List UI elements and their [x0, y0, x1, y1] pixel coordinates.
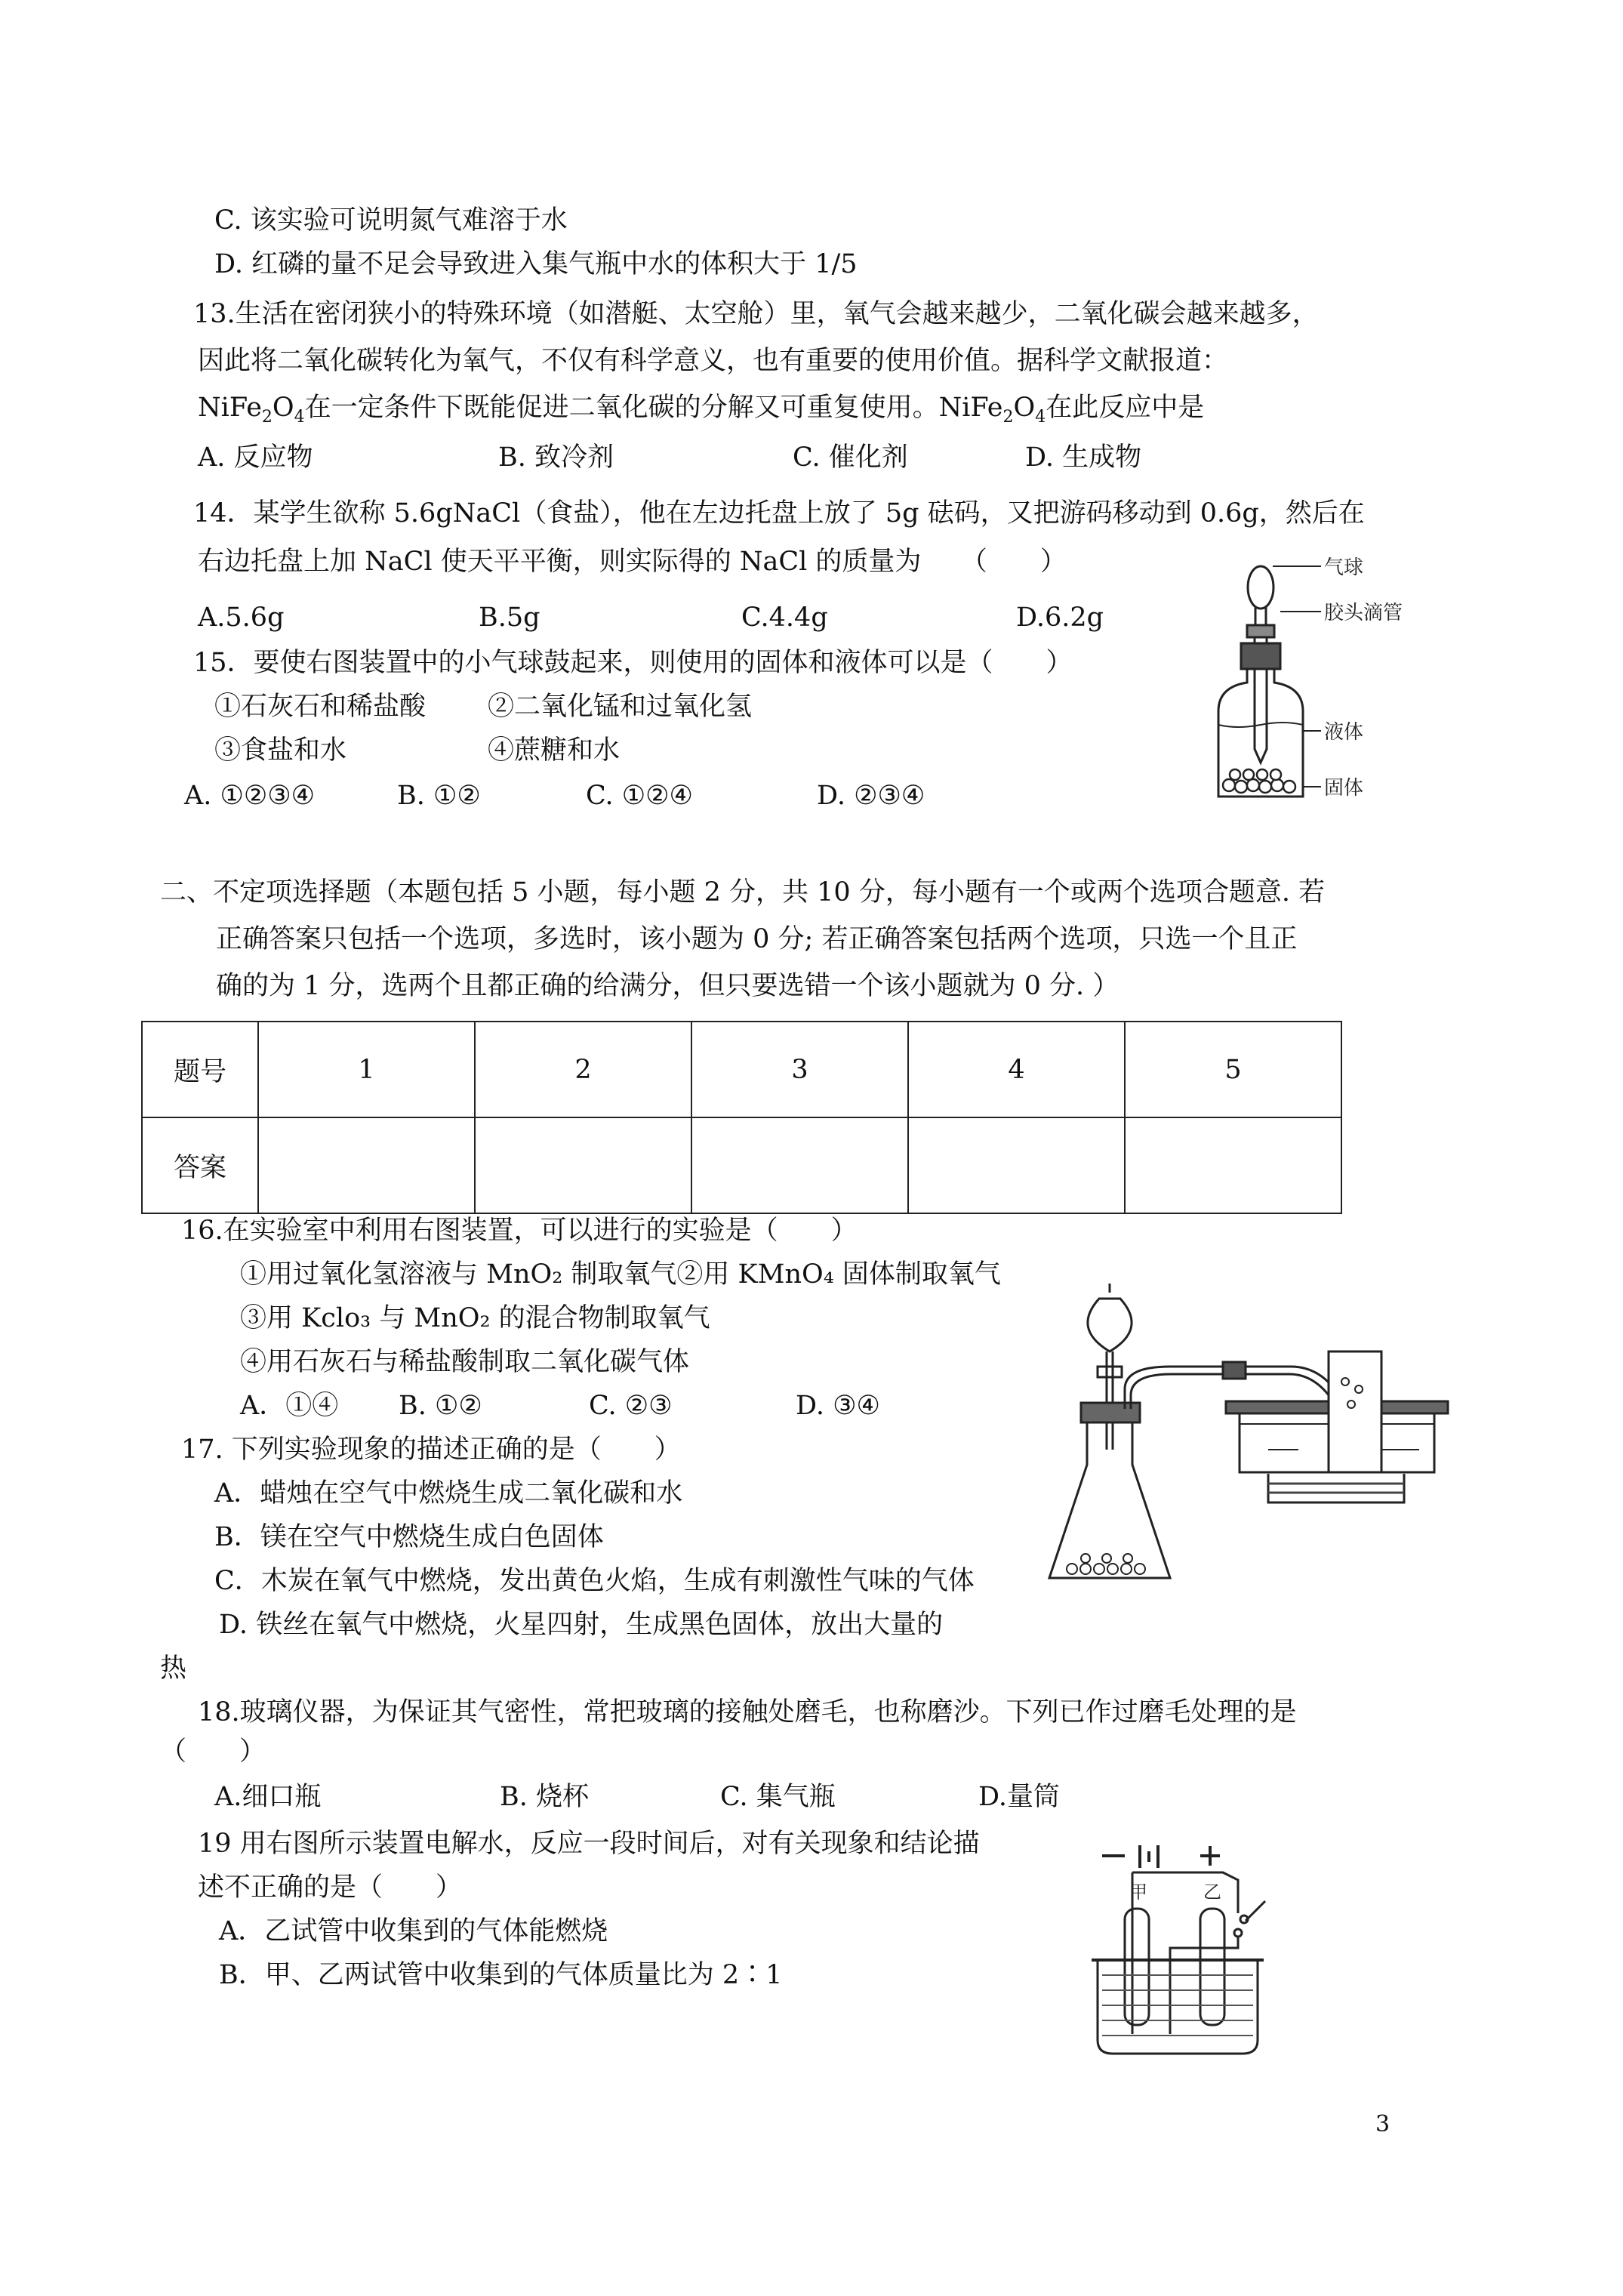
question-number-cell: 5 [1125, 1022, 1341, 1117]
question-number-cell: 1 [258, 1022, 475, 1117]
row-label-number: 题号 [142, 1022, 258, 1117]
q15-option-c: C. ①②④ [586, 781, 693, 811]
section2-line1: 二、不定项选择题（本题包括 5 小题，每小题 2 分，共 10 分，每小题有一个或两个选项合题意. 若 [160, 877, 1326, 908]
q18-options [214, 1780, 1060, 1814]
q12-option-c: C. 该实验可说明氮气难溶于水 [214, 205, 568, 236]
q13-options [198, 441, 1141, 474]
q14-stem-line2: 右边托盘上加 NaCl 使天平平衡，则实际得的 NaCl 的质量为 （ ） [198, 547, 1067, 577]
q15-stem: 15．要使右图装置中的小气球鼓起来，则使用的固体和液体可以是（ ） [193, 648, 1073, 678]
question-number-cell: 3 [691, 1022, 908, 1117]
q16-option-b: B. ①② [399, 1391, 482, 1421]
q14-option-c: C.4.4g [741, 603, 828, 633]
q15-choice-3: ③食盐和水 [214, 735, 347, 766]
label-solid: 固体 [1324, 777, 1364, 800]
answer-table-row [142, 1022, 1341, 1117]
q15-option-b: B. ①② [397, 781, 481, 811]
balloon-shape [1248, 566, 1273, 609]
q15-choice-2: ②二氧化锰和过氧化氢 [488, 692, 753, 722]
q14-option-b: B.5g [479, 603, 540, 633]
q17-option-d-cont: 热 [160, 1653, 187, 1684]
label-balloon: 气球 [1324, 556, 1364, 579]
q16-option-d: D. ③④ [796, 1391, 880, 1421]
q15-choice-1: ①石灰石和稀盐酸 [214, 692, 427, 722]
q15-choice-4: ④蔗糖和水 [488, 735, 621, 766]
q15-option-a: A. ①②③④ [184, 781, 316, 811]
q16-option-a: A．①④ [240, 1391, 339, 1421]
q18-stem-line2: （ ） [160, 1737, 266, 1767]
q18-option-a: A.细口瓶 [214, 1782, 322, 1812]
answer-cell[interactable] [475, 1117, 691, 1213]
q16-stem: 16.在实验室中利用右图装置，可以进行的实验是（ ） [181, 1216, 858, 1246]
q16-choice-line3: ④用石灰石与稀盐酸制取二氧化碳气体 [240, 1347, 690, 1377]
q14-options [198, 601, 1104, 634]
row-label-answer: 答案 [142, 1117, 258, 1213]
answer-table-row [142, 1117, 1341, 1213]
answer-table [141, 1021, 1342, 1214]
q14-option-a: A.5.6g [198, 603, 285, 633]
q18-option-b: B. 烧杯 [500, 1782, 589, 1812]
q17-option-c: C．木炭在氧气中燃烧，发出黄色火焰，生成有刺激性气味的气体 [214, 1566, 975, 1596]
label-dropper: 胶头滴管 [1324, 602, 1403, 624]
q15-options [184, 779, 925, 812]
q18-option-d: D.量筒 [978, 1782, 1060, 1812]
label-liquid: 液体 [1324, 721, 1364, 744]
q18-stem-line1: 18.玻璃仪器，为保证其气密性，常把玻璃的接触处磨毛，也称磨沙。下列已作过磨毛处理的是 [198, 1697, 1297, 1727]
q15-option-d: D. ②③④ [817, 781, 925, 811]
label-tube-yi: 乙 [1203, 1881, 1221, 1903]
balloon-dropper-bottle-figure [1208, 544, 1434, 815]
q13-option-b: B. 致冷剂 [498, 442, 614, 473]
q19-stem-line2: 述不正确的是（ ） [198, 1872, 463, 1903]
q19-option-a: A．乙试管中收集到的气体能燃烧 [219, 1916, 608, 1946]
section2-line2: 正确答案只包括一个选项，多选时，该小题为 0 分; 若正确答案包括两个选项，只选一个且正 [216, 924, 1298, 954]
q16-choice-line2: ③用 Kclo₃ 与 MnO₂ 的混合物制取氧气 [240, 1303, 710, 1333]
q19-stem-line1: 19 用右图所示装置电解水，反应一段时间后，对有关现象和结论描 [198, 1829, 980, 1859]
gas-generation-apparatus-figure [1042, 1276, 1449, 1608]
answer-cell[interactable] [691, 1117, 908, 1213]
answer-cell[interactable] [258, 1117, 475, 1213]
q17-stem: 17. 下列实验现象的描述正确的是（ ） [181, 1435, 681, 1465]
q13-stem-line2: 因此将二氧化碳转化为氧气，不仅有科学意义，也有重要的使用价值。据科学文献报道： [198, 346, 1229, 376]
q17-option-d: D. 铁丝在氧气中燃烧，火星四射，生成黑色固体，放出大量的 [219, 1610, 944, 1640]
q13-stem-line3: $NiFe_2O_4$在一定条件下既能促进二氧化碳的分解又可重复使用。$NiFe_2O_4$在此反应中是 [198, 393, 1205, 427]
answer-cell[interactable] [1125, 1117, 1341, 1213]
q12-option-d: D. 红磷的量不足会导致进入集气瓶中水的体积大于 1/5 [214, 249, 858, 279]
section2-line3: 确的为 1 分，选两个且都正确的给满分，但只要选错一个该小题就为 0 分. ） [216, 971, 1119, 1001]
q17-option-b: B．镁在空气中燃烧生成白色固体 [214, 1522, 604, 1552]
question-number-cell: 2 [475, 1022, 691, 1117]
q13-option-c: C. 催化剂 [793, 442, 908, 473]
q14-stem-line1: 14．某学生欲称 5.6gNaCl（食盐），他在左边托盘上放了 5g 砝码，又把游码移动到 0.6g，然后在 [193, 498, 1365, 529]
q16-option-c: C. ②③ [589, 1391, 673, 1421]
page-number: 3 [1375, 2111, 1390, 2137]
q13-option-a: A. 反应物 [198, 442, 313, 473]
answer-cell[interactable] [908, 1117, 1125, 1213]
question-number-cell: 4 [908, 1022, 1125, 1117]
q16-options [240, 1389, 880, 1422]
label-tube-jia: 甲 [1129, 1881, 1147, 1903]
q16-choice-line1: ①用过氧化氢溶液与 MnO₂ 制取氧气②用 KMnO₄ 固体制取氧气 [240, 1259, 1001, 1290]
q18-option-c: C. 集气瓶 [720, 1782, 836, 1812]
water-electrolysis-figure [1087, 1842, 1344, 2069]
q14-option-d: D.6.2g [1016, 603, 1104, 633]
q19-option-b: B．甲、乙两试管中收集到的气体质量比为 2∶1 [219, 1960, 783, 1990]
q13-stem-line1: 13.生活在密闭狭小的特殊环境（如潜艇、太空舱）里，氧气会越来越少，二氧化碳会越来越多， [193, 299, 1319, 329]
q17-option-a: A．蜡烛在空气中燃烧生成二氧化碳和水 [214, 1478, 683, 1509]
q13-option-d: D. 生成物 [1025, 442, 1142, 473]
